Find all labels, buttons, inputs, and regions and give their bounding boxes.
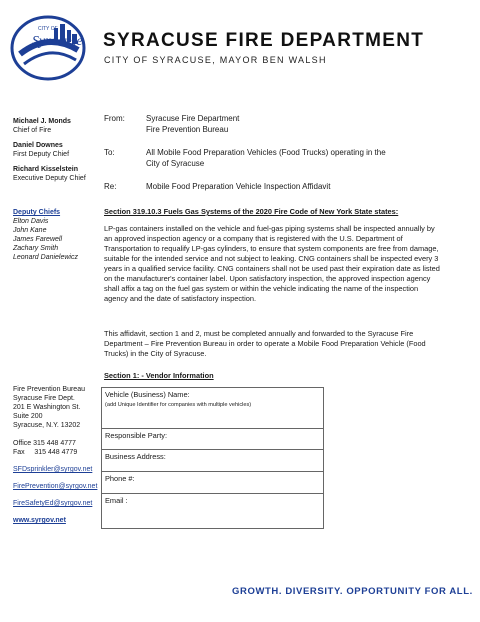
website-link[interactable]: www.syrgov.net	[13, 517, 66, 524]
from-value	[146, 113, 466, 135]
re-label: Re:	[104, 182, 117, 191]
department-subtitle: CITY OF SYRACUSE, MAYOR BEN WALSH	[104, 55, 327, 65]
deputy-chiefs-heading: Deputy Chiefs	[13, 209, 61, 216]
official-name: Daniel Downes	[13, 142, 63, 149]
to-line: All Mobile Food Preparation Vehicles (Food Trucks) operating in the	[146, 148, 386, 157]
deputy-name: Zachary Smith	[13, 245, 59, 252]
sidebar-deputies	[13, 208, 103, 262]
address-line: Suite 200	[13, 413, 43, 420]
re-value: Mobile Food Preparation Vehicle Inspection Affidavit	[146, 182, 331, 191]
vehicle-name-cell[interactable]	[102, 388, 324, 429]
deputy-name: Leonard Danielewicz	[13, 254, 78, 261]
official-first-deputy	[13, 141, 103, 159]
official-name: Michael J. Monds	[13, 118, 71, 125]
phone-label: Phone #:	[105, 474, 135, 483]
logo-wordmark: Syracuse	[32, 34, 83, 49]
to-label: To:	[104, 148, 115, 157]
to-value	[146, 147, 466, 169]
affidavit-note: This affidavit, section 1 and 2, must be completed annually and forwarded to the Syracuse Fire Department – Fire Prevention Bureau in order to operate a Mobile Food Preparation Vehicle (Food Trucks) in the City of Syracuse.	[104, 329, 426, 358]
deputy-name: James Farewell	[13, 236, 63, 243]
email-link-prevention[interactable]: FirePrevention@syrgov.net	[13, 483, 98, 490]
responsible-party-cell[interactable]	[102, 429, 324, 450]
deputy-name: John Kane	[13, 227, 47, 234]
official-title: Chief of Fire	[13, 127, 52, 134]
address-line: Fire Prevention Bureau	[13, 386, 85, 393]
table-row	[102, 472, 324, 494]
footer-slogan: GROWTH. DIVERSITY. OPPORTUNITY FOR ALL.	[232, 586, 473, 597]
section-319-paragraph: LP-gas containers installed on the vehicle and fuel-gas piping systems shall be inspected annually by an approved inspection agency or a company that is registered with the U.S. Department of Transportation to requalify LP-gas cylinders, to ensure that system components are free from damage, suitable for the intended service and not subject to leaking. CNG containers shall be inspected every 3 years in a qualified service facility. CNG containers shall not be used past their expiration date as listed on the manufacturer's container label. Upon satisfactory inspection, the approved inspection agency shall affix a tag on the fuel gas system or within the vehicle indicating the name of the inspection agency and the date of satisfactory inspection.	[104, 224, 440, 303]
deputy-name: Elton Davis	[13, 218, 49, 225]
office-phone: Office 315 448 4777	[13, 440, 76, 447]
email-label: Email :	[105, 496, 128, 505]
business-address-label: Business Address:	[105, 452, 166, 461]
table-row	[102, 494, 324, 529]
sidebar-address	[13, 385, 103, 430]
section-319	[104, 207, 440, 304]
vehicle-name-note: (add Unique Identifier for companies with multiple vehicles)	[105, 402, 252, 408]
email-link-safety-ed[interactable]: FireSafetyEd@syrgov.net	[13, 500, 93, 507]
section-1	[104, 371, 440, 381]
official-title: Executive Deputy Chief	[13, 175, 86, 182]
vehicle-name-label: Vehicle (Business) Name:	[105, 390, 190, 399]
address-line: Syracuse Fire Dept.	[13, 395, 75, 402]
business-address-cell[interactable]	[102, 450, 324, 472]
sidebar-emails	[13, 465, 103, 525]
official-title: First Deputy Chief	[13, 151, 70, 158]
to-line: City of Syracuse	[146, 159, 205, 168]
sidebar-officials	[13, 117, 103, 183]
memo-to	[104, 147, 474, 171]
table-row	[102, 450, 324, 472]
official-executive-deputy	[13, 165, 103, 183]
section-1-heading: Section 1: - Vendor Information	[104, 371, 214, 380]
table-row	[102, 429, 324, 450]
memo-from	[104, 113, 474, 137]
city-logo	[8, 14, 96, 82]
responsible-party-label: Responsible Party:	[105, 431, 168, 440]
department-title: SYRACUSE FIRE DEPARTMENT	[103, 30, 425, 51]
table-row	[102, 388, 324, 429]
official-name: Richard Kisselstein	[13, 166, 78, 173]
email-link-sprinkler[interactable]: SFDsprinkler@syrgov.net	[13, 466, 93, 473]
from-label: From:	[104, 114, 125, 123]
fax-number: Fax 315 448 4779	[13, 449, 78, 456]
address-line: Syracuse, N.Y. 13202	[13, 422, 81, 429]
official-chief	[13, 117, 103, 135]
logo-city-label: CITY OF	[38, 26, 58, 32]
memo-re	[104, 181, 474, 193]
address-line: 201 E Washington St.	[13, 404, 81, 411]
from-line: Syracuse Fire Department	[146, 114, 240, 123]
section-319-heading: Section 319.10.3 Fuels Gas Systems of the 2020 Fire Code of New York State states:	[104, 207, 399, 216]
from-line: Fire Prevention Bureau	[146, 125, 229, 134]
vendor-info-table	[101, 387, 324, 529]
sidebar-phone	[13, 439, 103, 457]
email-cell[interactable]	[102, 494, 324, 529]
phone-cell[interactable]	[102, 472, 324, 494]
